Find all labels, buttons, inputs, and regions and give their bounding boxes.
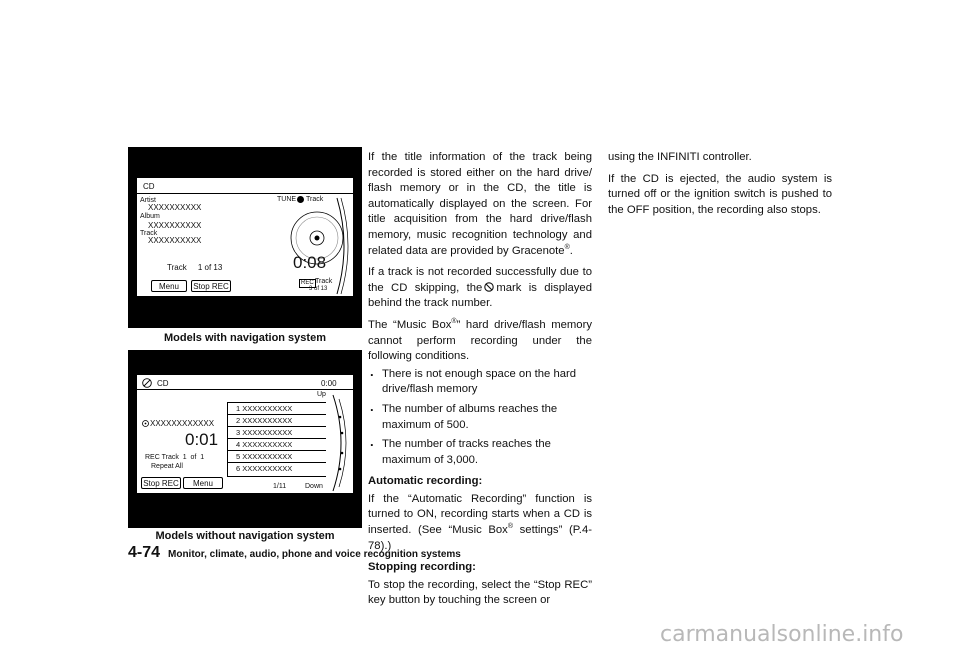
clock-time: 0:00 xyxy=(321,379,337,388)
tune-label: TUNE xyxy=(277,196,297,203)
paragraph-text: mark is displayed behind the track number. xyxy=(368,281,592,310)
paragraph-text: settings” (P.4-78).) xyxy=(368,524,592,552)
list-item[interactable]: 5 XXXXXXXXXX xyxy=(228,450,326,462)
page-number: 4-74 xyxy=(128,544,161,561)
volume-arc-icon xyxy=(333,196,353,296)
track-value: XXXXXXXXXX xyxy=(148,236,202,245)
paragraph-text: The “Music Box xyxy=(368,318,452,331)
figure-nav-panel xyxy=(128,147,362,328)
watermark: carmanualsonline.info xyxy=(660,622,904,647)
up-button[interactable]: Up xyxy=(317,391,326,398)
figure-no-nav-panel xyxy=(128,350,362,528)
stop-rec-button[interactable]: Stop REC xyxy=(141,477,181,489)
figure-caption: Models without navigation system xyxy=(155,530,335,542)
screen-title: CD xyxy=(157,379,169,388)
list-item[interactable]: 6 XXXXXXXXXX xyxy=(228,462,326,474)
paragraph-text: If the title information of the track being recorded is stored either on the hard drive/ flash memory or in the CD, the title is automatically displayed on the screen. For title acquisition from the hard drive/flash memory, music recognition technology and related data are provided by Gracenote xyxy=(368,151,592,257)
artist-value: XXXXXXXXXX xyxy=(148,203,202,212)
registered-mark: ® xyxy=(451,318,457,326)
registered-mark: ® xyxy=(507,523,513,531)
paragraph-text: If a track is not recorded successfully due to the CD skipping, the xyxy=(368,266,592,294)
list-item[interactable]: 4 XXXXXXXXXX xyxy=(228,438,326,450)
scroll-arc-icon xyxy=(329,393,353,493)
disc-title: XXXXXXXXXXXX xyxy=(150,419,215,428)
heading-automatic-recording: Automatic recording: xyxy=(368,475,483,488)
list-item: . The number of albums reaches the maximum of 500. xyxy=(368,402,592,433)
track-list xyxy=(227,402,326,477)
artist-label: Artist xyxy=(140,197,156,204)
track-label: Track xyxy=(140,230,158,237)
rec-track-count: 3 of 13 xyxy=(309,286,328,292)
paragraph: If the CD is ejected, the audio system is turned off or the ignition switch is pushed to the OFF position, the recording also stops. xyxy=(608,172,832,216)
divider xyxy=(137,389,353,390)
stop-rec-button[interactable]: Stop REC xyxy=(191,280,231,292)
figure-code: SAA2613 xyxy=(322,518,361,528)
condition-list xyxy=(368,367,592,469)
text-column-right xyxy=(608,150,832,224)
screen-title: CD xyxy=(143,182,155,191)
album-value: XXXXXXXXXX xyxy=(148,221,202,230)
paragraph xyxy=(368,318,592,365)
page-indicator: 1/11 xyxy=(273,483,287,490)
paragraph: using the INFINITI controller. xyxy=(608,151,752,163)
playback-time: 0:01 xyxy=(185,430,219,449)
repeat-mode: Repeat All xyxy=(151,463,183,470)
heading-stopping-recording: Stopping recording: xyxy=(368,561,476,574)
section-title: Monitor, climate, audio, phone and voice recognition systems xyxy=(168,549,461,560)
skip-mark-icon xyxy=(484,282,494,292)
paragraph xyxy=(368,150,592,259)
down-button[interactable]: Down xyxy=(305,483,323,490)
list-item: . There is not enough space on the hard drive/flash memory xyxy=(368,367,592,398)
figure-code: SAA2514 xyxy=(322,320,361,330)
text-column-middle xyxy=(368,150,592,615)
rec-track-info: REC Track 1 of 1 xyxy=(145,454,205,461)
registered-mark: ® xyxy=(564,243,570,251)
paragraph: To stop the recording, select the “Stop REC” key button by touching the screen or xyxy=(368,578,592,607)
tune-knob-icon xyxy=(297,196,304,203)
menu-button[interactable]: Menu xyxy=(183,477,223,489)
paragraph xyxy=(368,492,592,554)
rec-badge: REC xyxy=(301,280,314,286)
paragraph-text: ” hard drive/flash memory cannot perform recording under the following conditions. xyxy=(368,318,592,363)
disc-small-icon xyxy=(142,420,149,427)
playback-time: 0:08 xyxy=(293,253,327,272)
list-item: . The number of tracks reaches the maximum of 3,000. xyxy=(368,437,592,468)
paragraph xyxy=(368,265,592,312)
no-nav-audio-screen xyxy=(136,374,354,494)
nav-audio-screen xyxy=(136,177,354,297)
divider xyxy=(137,193,353,194)
paragraph-text: If the “Automatic Recording” function is turned to ON, recording starts when a CD is inserted. (See “Music Box xyxy=(368,492,592,537)
cd-icon xyxy=(142,378,152,388)
tune-track-label: Track xyxy=(306,196,324,203)
album-label: Album xyxy=(140,213,160,220)
paragraph-end: . xyxy=(569,244,573,257)
menu-button[interactable]: Menu xyxy=(151,280,187,292)
list-item[interactable]: 1 XXXXXXXXXX xyxy=(228,402,326,414)
track-counter: Track 1 of 13 xyxy=(167,263,223,272)
rec-track-label: Track xyxy=(315,278,333,285)
list-item[interactable]: 2 XXXXXXXXXX xyxy=(228,414,326,426)
figure-caption: Models with navigation system xyxy=(164,332,326,344)
list-item[interactable]: 3 XXXXXXXXXX xyxy=(228,426,326,438)
